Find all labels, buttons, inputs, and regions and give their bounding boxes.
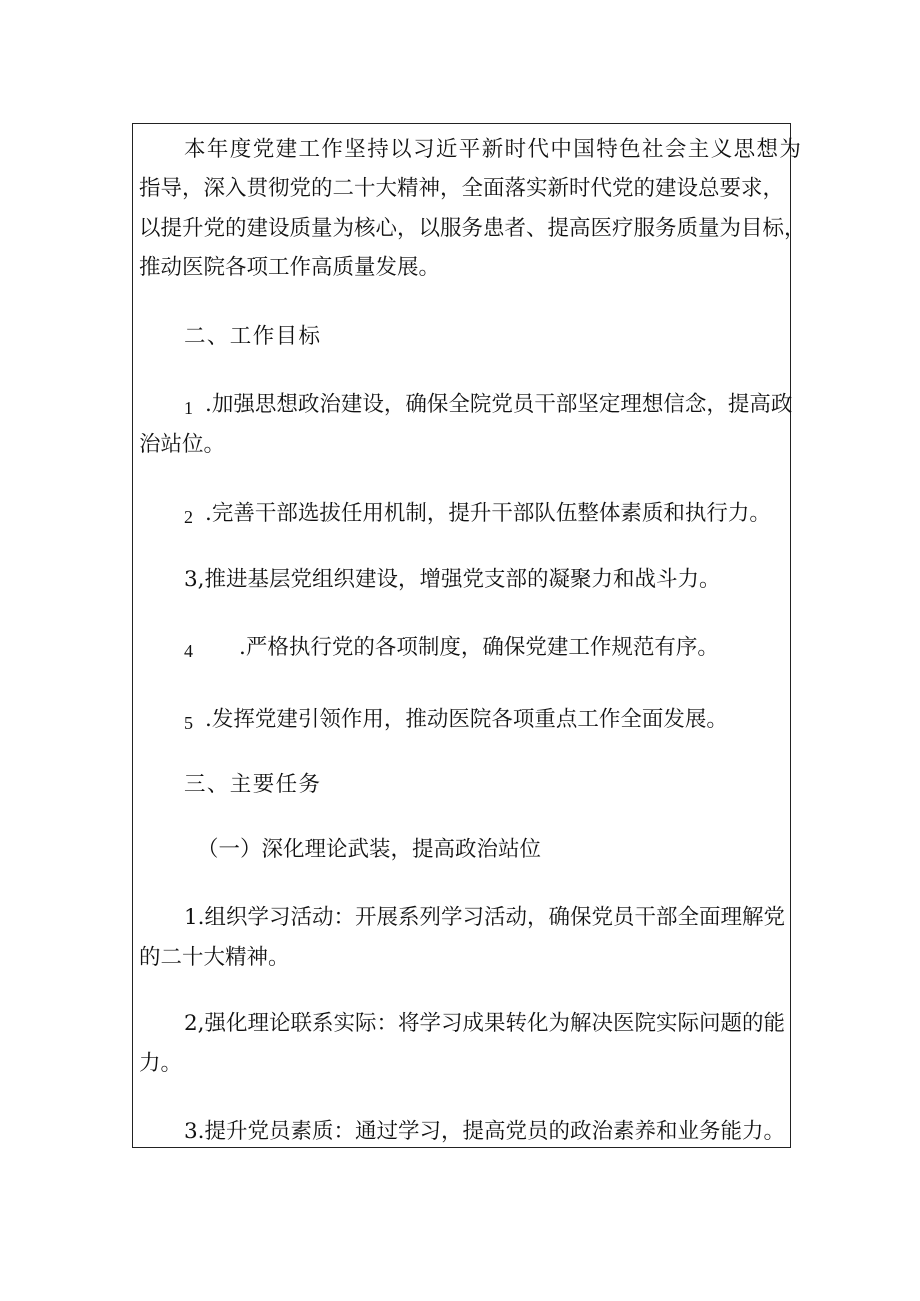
goal-4-text: .严格执行党的各项制度，确保党建工作规范有序。 [239, 635, 719, 660]
section-3-heading: 三、主要任务 [184, 772, 322, 797]
goal-5-number: 5 [184, 713, 193, 733]
goal-1-line-1: .加强思想政治建设，确保全院党员干部坚定理想信念，提高政 [205, 392, 793, 417]
intro-line-1: 本年度党建工作坚持以习近平新时代中国特色社会主义思想为 [184, 137, 803, 162]
goal-2-text: .完善干部选拔任用机制，提升干部队伍整体素质和执行力。 [205, 501, 771, 526]
task-1-line-2: 的二十大精神。 [139, 945, 290, 970]
section-2-heading: 二、工作目标 [184, 324, 322, 349]
task-2-line-1: 2,强化理论联系实际：将学习成果转化为解决医院实际问题的能 [184, 1011, 786, 1036]
task-2-line-2: 力。 [139, 1051, 183, 1076]
goal-1-number: 1 [184, 398, 193, 418]
goal-2-number: 2 [184, 507, 193, 527]
intro-line-2: 指导，深入贯彻党的二十大精神，全面落实新时代党的建设总要求， [139, 176, 785, 201]
task-1-line-1: 1.组织学习活动：开展系列学习活动，确保党员干部全面理解党 [184, 905, 786, 930]
task-3-text: 3.提升党员素质：通过学习，提高党员的政治素养和业务能力。 [184, 1119, 786, 1144]
goal-1-line-2: 治站位。 [139, 432, 226, 457]
intro-line-3: 以提升党的建设质量为核心，以服务患者、提高医疗服务质量为目标， [139, 216, 806, 241]
goal-3-text: 3,推进基层党组织建设，增强党支部的凝聚力和战斗力。 [184, 567, 721, 592]
intro-line-4: 推动医院各项工作高质量发展。 [139, 255, 441, 280]
goal-5-text: .发挥党建引领作用，推动医院各项重点工作全面发展。 [205, 707, 728, 732]
goal-4-number: 4 [184, 641, 193, 661]
section-3-subheading: （一）深化理论武装，提高政治站位 [197, 837, 542, 862]
